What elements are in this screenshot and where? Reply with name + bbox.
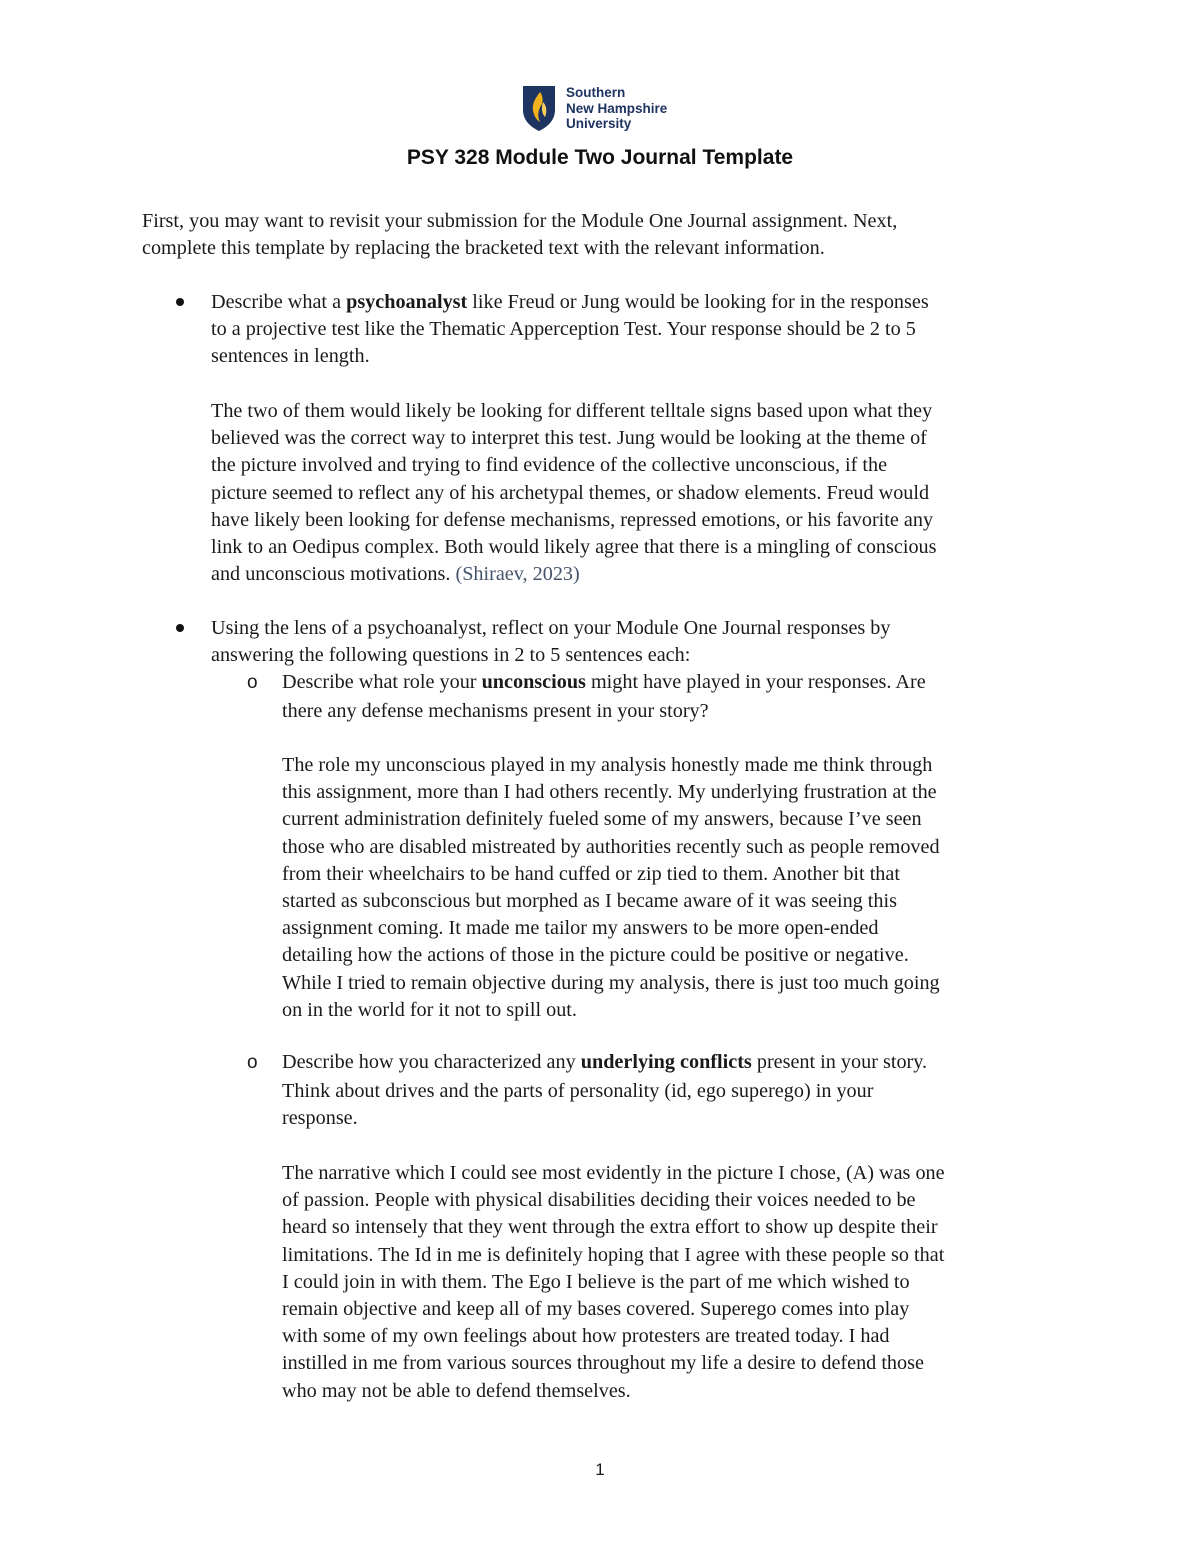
answer-line: the picture involved and trying to find evidence of the collective unconscious, if the bbox=[211, 454, 888, 477]
logo-line-3: University bbox=[566, 116, 632, 131]
logo-wordmark bbox=[566, 85, 667, 132]
question-2a-prompt bbox=[282, 669, 1072, 725]
prompt-line: to a projective test like the Thematic Apperception Test. Your response should be 2 to 5 bbox=[211, 318, 916, 341]
bullet-icon bbox=[176, 624, 184, 632]
prompt-line: Think about drives and the parts of personality (id, ego superego) in your bbox=[282, 1080, 874, 1103]
question-2b-prompt bbox=[282, 1049, 1072, 1133]
prompt-text: Describe what a bbox=[211, 291, 342, 313]
intro-paragraph bbox=[142, 208, 1042, 262]
answer-line: current administration definitely fueled some of my answers, because I’ve seen bbox=[282, 808, 922, 831]
question-1-prompt bbox=[211, 289, 1071, 371]
sub-bullet-icon: o bbox=[247, 1052, 258, 1073]
prompt-line: Using the lens of a psychoanalyst, reflect on your Module One Journal responses by bbox=[211, 617, 891, 639]
page-title: PSY 328 Module Two Journal Template bbox=[406, 146, 794, 169]
answer-line: detailing how the actions of those in the picture could be positive or negative. bbox=[282, 944, 909, 967]
question-1-answer bbox=[211, 398, 1071, 588]
answer-line: and unconscious motivations. bbox=[211, 563, 451, 586]
answer-line: have likely been looking for defense mechanisms, repressed emotions, or his favorite any bbox=[211, 508, 934, 531]
answer-line: assignment coming. It made me tailor my answers to be more open-ended bbox=[282, 917, 879, 940]
answer-line: heard so intensely that they went through the extra effort to show up despite their bbox=[282, 1216, 938, 1239]
answer-line: started as subconscious but morphed as I became aware of it was seeing this bbox=[282, 890, 897, 913]
prompt-line: sentences in length. bbox=[211, 345, 370, 368]
answer-line: with some of my own feelings about how protesters are treated today. I had bbox=[282, 1325, 890, 1348]
sub-bullet-icon: o bbox=[247, 672, 258, 693]
answer-line: those who are disabled mistreated by authorities recently such as people removed bbox=[282, 835, 940, 858]
page-number: 1 bbox=[595, 1460, 605, 1479]
prompt-line: answering the following questions in 2 to 5 sentences each: bbox=[211, 644, 691, 667]
answer-line: from their wheelchairs to be hand cuffed or zip tied to them. Another bit that bbox=[282, 862, 900, 885]
answer-line: While I tried to remain objective during my analysis, there is just too much going bbox=[282, 971, 940, 994]
citation: (Shiraev, 2023) bbox=[455, 563, 580, 586]
answer-line: I could join in with them. The Ego I believe is the part of me which wished to bbox=[282, 1270, 910, 1293]
prompt-text: Describe how you characterized any bbox=[282, 1051, 576, 1073]
bullet-icon bbox=[176, 298, 184, 306]
logo-line-1: Southern bbox=[566, 85, 626, 100]
shield-flame-icon bbox=[521, 84, 557, 132]
logo-line-2: New Hampshire bbox=[566, 100, 668, 116]
answer-line: picture seemed to reflect any of his archetypal themes, or shadow elements. Freud would bbox=[211, 481, 930, 504]
prompt-text: might have played in your responses. Are bbox=[590, 671, 926, 693]
question-2-prompt bbox=[211, 615, 1071, 669]
answer-line: of passion. People with physical disabilities deciding their voices needed to be bbox=[282, 1189, 916, 1212]
answer-line: The role my unconscious played in my analysis honestly made me think through bbox=[282, 754, 933, 776]
answer-line: limitations. The Id in me is definitely hoping that I agree with these people so that bbox=[282, 1243, 945, 1266]
answer-line: this assignment, more than I had others recently. My underlying frustration at the bbox=[282, 781, 937, 804]
intro-line: complete this template by replacing the bracketed text with the relevant information. bbox=[142, 237, 825, 260]
answer-line: The narrative which I could see most evidently in the picture I chose, (A) was one bbox=[282, 1162, 945, 1184]
prompt-line: there any defense mechanisms present in your story? bbox=[282, 700, 709, 723]
question-2b-answer bbox=[282, 1160, 1072, 1405]
answer-line: believed was the correct way to interpret this test. Jung would be looking at the theme of bbox=[211, 427, 927, 450]
prompt-text: present in your story. bbox=[756, 1051, 928, 1073]
question-2a-answer bbox=[282, 752, 1072, 1024]
prompt-text: Describe what role your bbox=[282, 671, 477, 693]
answer-line: instilled in me from various sources throughout my life a desire to defend those bbox=[282, 1352, 924, 1375]
prompt-bold-term: psychoanalyst bbox=[346, 291, 468, 313]
answer-line: who may not be able to defend themselves. bbox=[282, 1379, 631, 1402]
prompt-text: like Freud or Jung would be looking for in the responses bbox=[472, 291, 929, 313]
prompt-bold-term: unconscious bbox=[481, 671, 586, 693]
intro-line: First, you may want to revisit your submission for the Module One Journal assignment. Next, bbox=[142, 210, 898, 232]
answer-line: on in the world for it not to spill out. bbox=[282, 998, 577, 1021]
answer-line: remain objective and keep all of my bases covered. Superego comes into play bbox=[282, 1298, 910, 1321]
prompt-bold-term: underlying conflicts bbox=[580, 1051, 752, 1073]
answer-line: link to an Oedipus complex. Both would likely agree that there is a mingling of conscious bbox=[211, 536, 937, 559]
snhu-logo bbox=[521, 84, 691, 134]
answer-line: The two of them would likely be looking for different telltale signs based upon what they bbox=[211, 400, 933, 422]
prompt-line: response. bbox=[282, 1107, 358, 1130]
